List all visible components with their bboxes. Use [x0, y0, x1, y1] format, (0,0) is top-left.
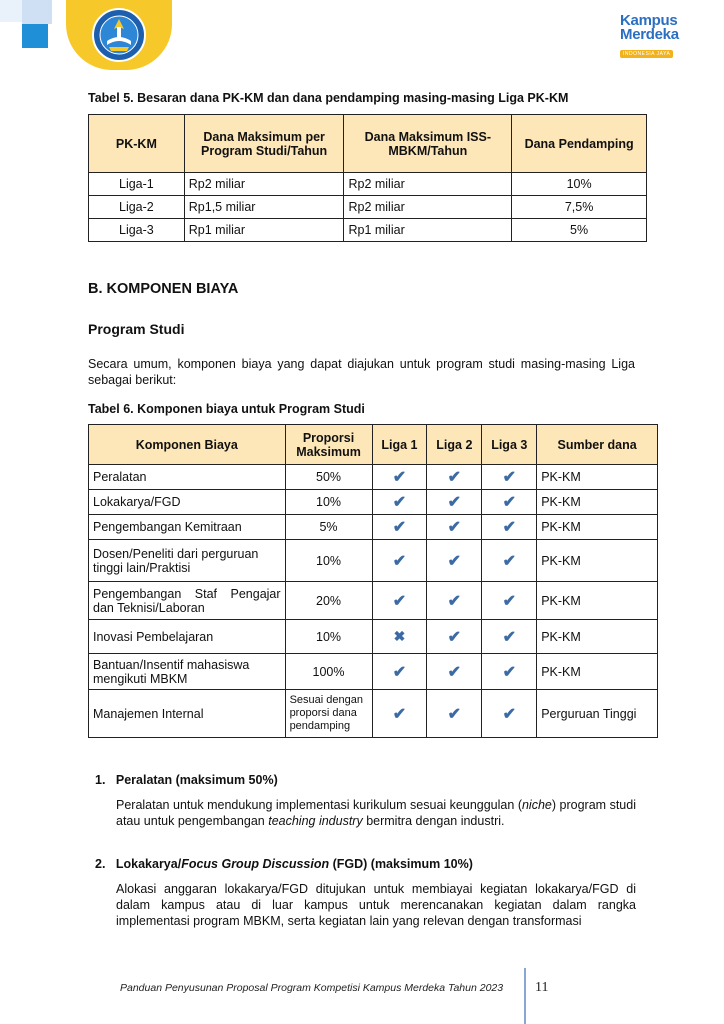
table6-header: Liga 2: [427, 425, 482, 465]
check-icon: ✔: [392, 592, 407, 610]
table6-component-cell: [89, 540, 286, 582]
table6-liga1-cell: [372, 490, 427, 515]
table6-header: Liga 3: [482, 425, 537, 465]
check-icon: ✔: [447, 552, 462, 570]
table6-liga3-cell: [482, 654, 537, 690]
logo-tagline: INDONESIA JAYA: [620, 50, 673, 58]
cell-text: PK-KM: [541, 520, 581, 534]
cell-text: PK-KM: [541, 664, 581, 679]
check-icon: ✔: [392, 705, 407, 723]
kampus-merdeka-logo: [620, 14, 710, 60]
list-title: Lokakarya/: [115, 857, 182, 871]
check-icon: ✔: [392, 469, 407, 486]
table5-header: Dana Pendamping: [512, 115, 647, 173]
table6-source-cell: [537, 582, 658, 620]
table6-component-cell: [89, 490, 286, 515]
table6-liga3-cell: [482, 690, 537, 738]
table5-header-row: [89, 115, 647, 173]
table6-liga3-cell: [482, 620, 537, 654]
table6-proportion-cell: [285, 515, 372, 540]
table6-liga2-cell: [427, 465, 482, 490]
cell-text: PK-KM: [541, 470, 581, 484]
check-icon: ✔: [502, 592, 516, 610]
table6-component-cell: [89, 582, 286, 620]
list-item-title: [95, 857, 473, 871]
table5-cell: 5%: [512, 219, 647, 242]
section-heading: B. KOMPONEN BIAYA: [88, 281, 239, 297]
cell-text: 10%: [316, 553, 342, 568]
table-row: [89, 582, 658, 620]
table6-liga1-cell: [372, 582, 427, 620]
check-icon: ✔: [502, 469, 516, 486]
check-icon: ✔: [447, 469, 462, 486]
table6-liga3-cell: [482, 465, 537, 490]
table6-proportion-cell: [285, 540, 372, 582]
table6-caption: Tabel 6. Komponen biaya untuk Program Studi: [88, 402, 365, 416]
table5-header: Dana Maksimum ISS-MBKM/Tahun: [344, 115, 512, 173]
check-icon: ✔: [447, 494, 462, 511]
cell-text: 10%: [316, 495, 342, 509]
table6-liga1-cell: [372, 540, 427, 582]
list-item-body: Alokasi anggaran lokakarya/FGD ditujukan untuk membiayai kegiatan lokakarya/FGD di dalam kampus atau di luar kampus untuk merencanakan kegiatan dalam rangka implementasi program MBKM, serta kegiatan lain yang relevan dengan transformasi: [116, 882, 636, 928]
check-icon: ✔: [447, 628, 462, 646]
table5: [88, 114, 647, 242]
table5-cell: Rp1 miliar: [184, 219, 344, 242]
table5-cell: Liga-1: [89, 173, 185, 196]
table5-cell: 10%: [512, 173, 647, 196]
page-number: 11: [535, 980, 549, 995]
table-row: [89, 515, 658, 540]
table6-header-row: [89, 425, 658, 465]
cell-text: 20%: [316, 593, 342, 608]
check-icon: ✔: [392, 494, 407, 511]
check-icon: ✔: [447, 705, 462, 723]
table-row: [89, 654, 658, 690]
footer-text: Panduan Penyusunan Proposal Program Kompetisi Kampus Merdeka Tahun 2023: [120, 982, 504, 994]
table6-source-cell: [537, 690, 658, 738]
cell-text: Inovasi Pembelajaran: [93, 629, 214, 644]
text-span: Peralatan untuk mendukung implementasi kurikulum sesuai keunggulan (: [116, 798, 522, 812]
table6-liga1-cell: [372, 620, 427, 654]
cell-text: Pengembangan Staf Pengajar dan Teknisi/Laboran: [93, 586, 281, 615]
text-span: bermitra dengan industri.: [362, 814, 505, 828]
table5-header: PK-KM: [89, 115, 185, 173]
list-number: 1.: [95, 773, 106, 787]
table6-proportion-cell: [285, 582, 372, 620]
table6-source-cell: [537, 465, 658, 490]
logo-line1: Kampus: [620, 12, 678, 29]
list-item-body: [116, 797, 636, 829]
table6-liga1-cell: [372, 654, 427, 690]
table5-caption: Tabel 5. Besaran dana PK-KM dan dana pendamping masing-masing Liga PK-KM: [88, 91, 569, 105]
table-row: [89, 540, 658, 582]
table6-component-cell: [89, 515, 286, 540]
table6-liga3-cell: [482, 582, 537, 620]
corner-decoration: [0, 22, 22, 44]
table-row: [89, 465, 658, 490]
cell-text: PK-KM: [541, 553, 581, 568]
cell-text: 10%: [316, 629, 342, 644]
cross-icon: ✖: [393, 628, 406, 644]
list-title: Peralatan (maksimum 50%): [115, 773, 278, 787]
table6-liga3-cell: [482, 490, 537, 515]
table6-proportion-cell: [285, 654, 372, 690]
table-row: [89, 196, 647, 219]
table6-header: Proporsi Maksimum: [285, 425, 372, 465]
header-logo-tab: [66, 0, 172, 70]
table5-cell: Rp2 miliar: [184, 173, 344, 196]
table-row: [89, 620, 658, 654]
check-icon: ✔: [392, 552, 407, 570]
table6-header: Sumber dana: [537, 425, 658, 465]
footer-divider: [524, 968, 526, 1024]
table6-liga2-cell: [427, 690, 482, 738]
table-row: [89, 490, 658, 515]
table6-liga3-cell: [482, 515, 537, 540]
cell-text: Bantuan/Insentif mahasiswa mengikuti MBKM: [93, 657, 250, 686]
check-icon: ✔: [502, 705, 516, 723]
cell-text: PK-KM: [541, 629, 581, 644]
table5-cell: Rp2 miliar: [344, 173, 512, 196]
table6-liga2-cell: [427, 620, 482, 654]
table5-header: Dana Maksimum per Program Studi/Tahun: [184, 115, 344, 173]
table5-cell: Liga-3: [89, 219, 185, 242]
table6-source-cell: [537, 490, 658, 515]
table6-proportion-cell: [285, 465, 372, 490]
table6-component-cell: [89, 465, 286, 490]
cell-text: Manajemen Internal: [93, 706, 204, 721]
table6: [88, 424, 658, 738]
table6-liga2-cell: [427, 582, 482, 620]
table6-liga1-cell: [372, 515, 427, 540]
text-italic: niche: [521, 798, 552, 812]
logo-line2: Merdeka: [620, 26, 679, 43]
corner-decoration: [22, 24, 48, 48]
table6-source-cell: [537, 515, 658, 540]
table6-liga3-cell: [482, 540, 537, 582]
table6-liga1-cell: [372, 690, 427, 738]
table6-proportion-cell: [285, 490, 372, 515]
table5-cell: Rp1 miliar: [344, 219, 512, 242]
check-icon: ✔: [392, 519, 407, 536]
text-span: ) program studi atau untuk pengembangan: [116, 798, 636, 828]
check-icon: ✔: [502, 663, 516, 681]
table5-cell: Liga-2: [89, 196, 185, 219]
cell-text: Sesuai dengan proporsi dana pendamping: [289, 694, 363, 732]
check-icon: ✔: [447, 519, 462, 536]
cell-text: Lokakarya/FGD: [93, 495, 181, 509]
list-title-italic: Focus Group Discussion: [181, 857, 330, 871]
check-icon: ✔: [447, 663, 462, 681]
table6-component-cell: [89, 654, 286, 690]
table6-proportion-cell: [285, 620, 372, 654]
cell-text: PK-KM: [541, 495, 581, 509]
cell-text: PK-KM: [541, 593, 581, 608]
table6-source-cell: [537, 540, 658, 582]
table6-header: Liga 1: [372, 425, 427, 465]
check-icon: ✔: [502, 552, 516, 570]
cell-text: Dosen/Peneliti dari perguruan tinggi lain/Praktisi: [93, 546, 259, 575]
table5-cell: Rp2 miliar: [344, 196, 512, 219]
check-icon: ✔: [447, 592, 462, 610]
text-italic: teaching industry: [268, 814, 363, 828]
table6-liga2-cell: [427, 654, 482, 690]
cell-text: Peralatan: [93, 470, 147, 484]
table6-liga2-cell: [427, 490, 482, 515]
check-icon: ✔: [392, 663, 407, 681]
table6-liga1-cell: [372, 465, 427, 490]
check-icon: ✔: [502, 494, 516, 511]
table-row: [89, 690, 658, 738]
table6-header: Komponen Biaya: [89, 425, 286, 465]
table-row: [89, 173, 647, 196]
cell-text: 5%: [319, 520, 338, 534]
cell-text: 100%: [312, 664, 345, 679]
table5-cell: 7,5%: [512, 196, 647, 219]
corner-decoration: [22, 0, 52, 24]
list-item-title: [95, 773, 278, 787]
table6-source-cell: [537, 620, 658, 654]
ministry-emblem-icon: [91, 7, 147, 63]
table6-proportion-cell: [285, 690, 372, 738]
list-number: 2.: [95, 857, 106, 871]
table-row: [89, 219, 647, 242]
table6-source-cell: [537, 654, 658, 690]
table6-liga2-cell: [427, 515, 482, 540]
table6-component-cell: [89, 620, 286, 654]
table5-cell: Rp1,5 miliar: [184, 196, 344, 219]
subsection-heading: Program Studi: [88, 321, 185, 337]
corner-decoration: [0, 0, 22, 22]
table6-component-cell: [89, 690, 286, 738]
list-title: (FGD) (maksimum 10%): [329, 857, 473, 871]
cell-text: Pengembangan Kemitraan: [93, 520, 242, 534]
cell-text: 50%: [316, 470, 342, 484]
table6-liga2-cell: [427, 540, 482, 582]
cell-text: Perguruan Tinggi: [541, 706, 637, 721]
intro-paragraph: Secara umum, komponen biaya yang dapat diajukan untuk program studi masing-masing Liga sebagai berikut:: [88, 357, 635, 387]
check-icon: ✔: [502, 519, 516, 536]
check-icon: ✔: [502, 628, 516, 646]
